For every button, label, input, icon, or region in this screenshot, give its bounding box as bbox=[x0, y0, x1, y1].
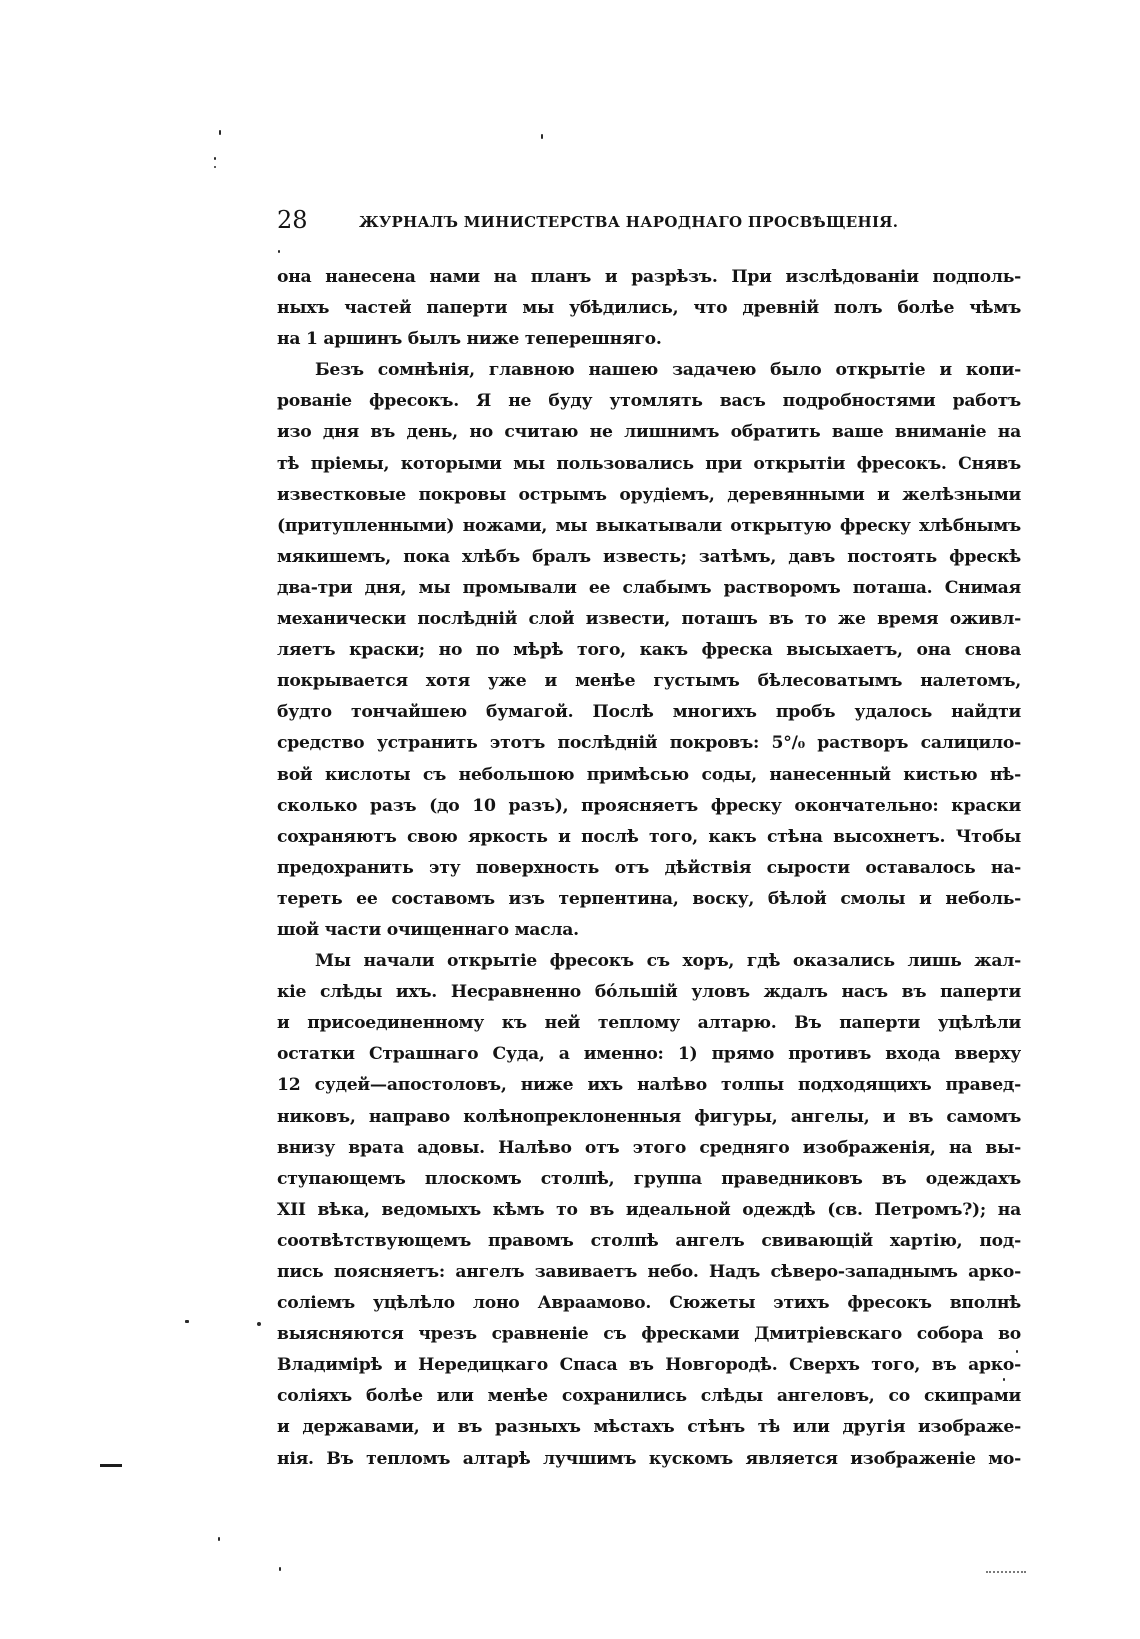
scan-dotted-mark bbox=[986, 1571, 1026, 1573]
text-line: и державами, и въ разныхъ мѣстахъ стѣнъ тѣ или другія изображе- bbox=[277, 1417, 1021, 1438]
text-line: рованіе фресокъ. Я не буду утомлять васъ подробностями работъ bbox=[277, 391, 1021, 412]
scan-speck bbox=[257, 1322, 261, 1326]
text-line: механически послѣдній слой извести, поташъ въ то же время оживл- bbox=[277, 609, 1021, 630]
text-line: кіе слѣды ихъ. Несравненно бóльшій уловъ ждалъ насъ въ паперти bbox=[277, 982, 1021, 1003]
text-line: Мы начали открытіе фресокъ съ хоръ, гдѣ оказались лишь жал- bbox=[315, 951, 1021, 972]
text-line: ляетъ краски; но по мѣрѣ того, какъ фреска высыхаетъ, она снова bbox=[277, 640, 1021, 661]
scan-speck bbox=[278, 250, 280, 253]
scan-speck bbox=[541, 134, 543, 139]
text-line: будто тончайшею бумагой. Послѣ многихъ пробъ удалось найдти bbox=[277, 702, 1021, 723]
text-line: она нанесена нами на планъ и разрѣзъ. При изслѣдованіи подполь- bbox=[277, 267, 1021, 287]
scan-speck bbox=[218, 1537, 220, 1541]
page-number: 28 bbox=[277, 206, 308, 234]
scan-speck bbox=[219, 130, 221, 135]
running-title: ЖУРНАЛЪ МИНИСТЕРСТВА НАРОДНАГО ПРОСВѢЩЕНІЯ. bbox=[359, 213, 899, 231]
text-line: тѣ пріемы, которыми мы пользовались при открытіи фресокъ. Снявъ bbox=[277, 453, 1021, 474]
text-line: известковые покровы острымъ орудіемъ, деревянными и желѣзными bbox=[277, 484, 1021, 505]
text-line: соліяхъ болѣе или менѣе сохранились слѣды ангеловъ, со скипрами bbox=[277, 1386, 1021, 1407]
text-line: ступающемъ плоскомъ столпѣ, группа праведниковъ въ одеждахъ bbox=[277, 1168, 1021, 1189]
text-line: сколько разъ (до 10 разъ), проясняетъ фреску окончательно: краски bbox=[277, 795, 1021, 816]
text-line: внизу врата адовы. Налѣво отъ этого средняго изображенія, на вы- bbox=[277, 1137, 1021, 1158]
text-line: ныхъ частей паперти мы убѣдились, что древній полъ болѣе чѣмъ bbox=[277, 298, 1021, 319]
text-line: два-три дня, мы промывали ее слабымъ растворомъ поташа. Снимая bbox=[277, 577, 1021, 598]
scan-dash-mark bbox=[100, 1464, 122, 1467]
page-header bbox=[277, 206, 1023, 242]
text-line: сохраняютъ свою яркость и послѣ того, какъ стѣна высохнетъ. Чтобы bbox=[277, 826, 1021, 847]
scan-speck bbox=[214, 157, 216, 160]
text-line: и присоединенному къ ней теплому алтарю. Въ паперти уцѣлѣли bbox=[277, 1013, 1021, 1034]
text-line: соліемъ уцѣлѣло лоно Авраамово. Сюжеты этихъ фресокъ вполнѣ bbox=[277, 1293, 1021, 1314]
scan-speck bbox=[185, 1320, 189, 1323]
text-line: тереть ее составомъ изъ терпентина, воску, бѣлой смолы и неболь- bbox=[277, 888, 1021, 909]
text-line: соотвѣтствующемъ правомъ столпѣ ангелъ свивающій хартію, под- bbox=[277, 1230, 1021, 1251]
text-line: XII вѣка, ведомыхъ кѣмъ то въ идеальной одеждѣ (св. Петромъ?); на bbox=[277, 1199, 1021, 1220]
text-line: покрывается хотя уже и менѣе густымъ бѣлесоватымъ налетомъ, bbox=[277, 671, 1021, 692]
scan-speck bbox=[279, 1567, 281, 1571]
text-line: на 1 аршинъ былъ ниже теперешняго. bbox=[277, 329, 662, 350]
scan-speck bbox=[214, 166, 216, 168]
text-line: Владимірѣ и Нередицкаго Спаса въ Новгородѣ. Сверхъ того, въ арко- bbox=[277, 1355, 1021, 1376]
text-line: изо дня въ день, но считаю не лишнимъ обратить ваше вниманіе на bbox=[277, 422, 1021, 443]
text-line: нія. Въ тепломъ алтарѣ лучшимъ кускомъ является изображеніе мо- bbox=[277, 1448, 1021, 1469]
text-line: (притупленными) ножами, мы выкатывали открытую фреску хлѣбнымъ bbox=[277, 515, 1021, 536]
text-line: шой части очищеннаго масла. bbox=[277, 919, 579, 940]
text-line: 12 судей—апостоловъ, ниже ихъ налѣво толпы подходящихъ правед- bbox=[277, 1075, 1021, 1096]
text-line: мякишемъ, пока хлѣбъ бралъ известь; затѣмъ, давъ постоять фрескѣ bbox=[277, 546, 1021, 567]
text-line: средство устранить этотъ послѣдній покровъ: 5°/₀ растворъ салицило- bbox=[277, 733, 1021, 754]
text-line: выясняются чрезъ сравненіе съ фресками Дмитріевскаго собора во bbox=[277, 1324, 1021, 1345]
text-line: предохранить эту поверхность отъ дѣйствія сырости оставалось на- bbox=[277, 857, 1021, 878]
text-line: пись поясняетъ: ангелъ завиваетъ небо. Надъ сѣверо-западнымъ арко- bbox=[277, 1262, 1021, 1282]
text-line: Безъ сомнѣнія, главною нашею задачею было открытіе и копи- bbox=[315, 360, 1021, 381]
text-line: остатки Страшнаго Суда, а именно: 1) прямо противъ входа вверху bbox=[277, 1044, 1021, 1065]
body-text bbox=[277, 262, 1021, 1475]
text-line: никовъ, направо колѣнопреклоненныя фигуры, ангелы, и въ самомъ bbox=[277, 1106, 1021, 1127]
text-line: вой кислоты съ небольшою примѣсью соды, нанесенный кистью нѣ- bbox=[277, 764, 1021, 785]
